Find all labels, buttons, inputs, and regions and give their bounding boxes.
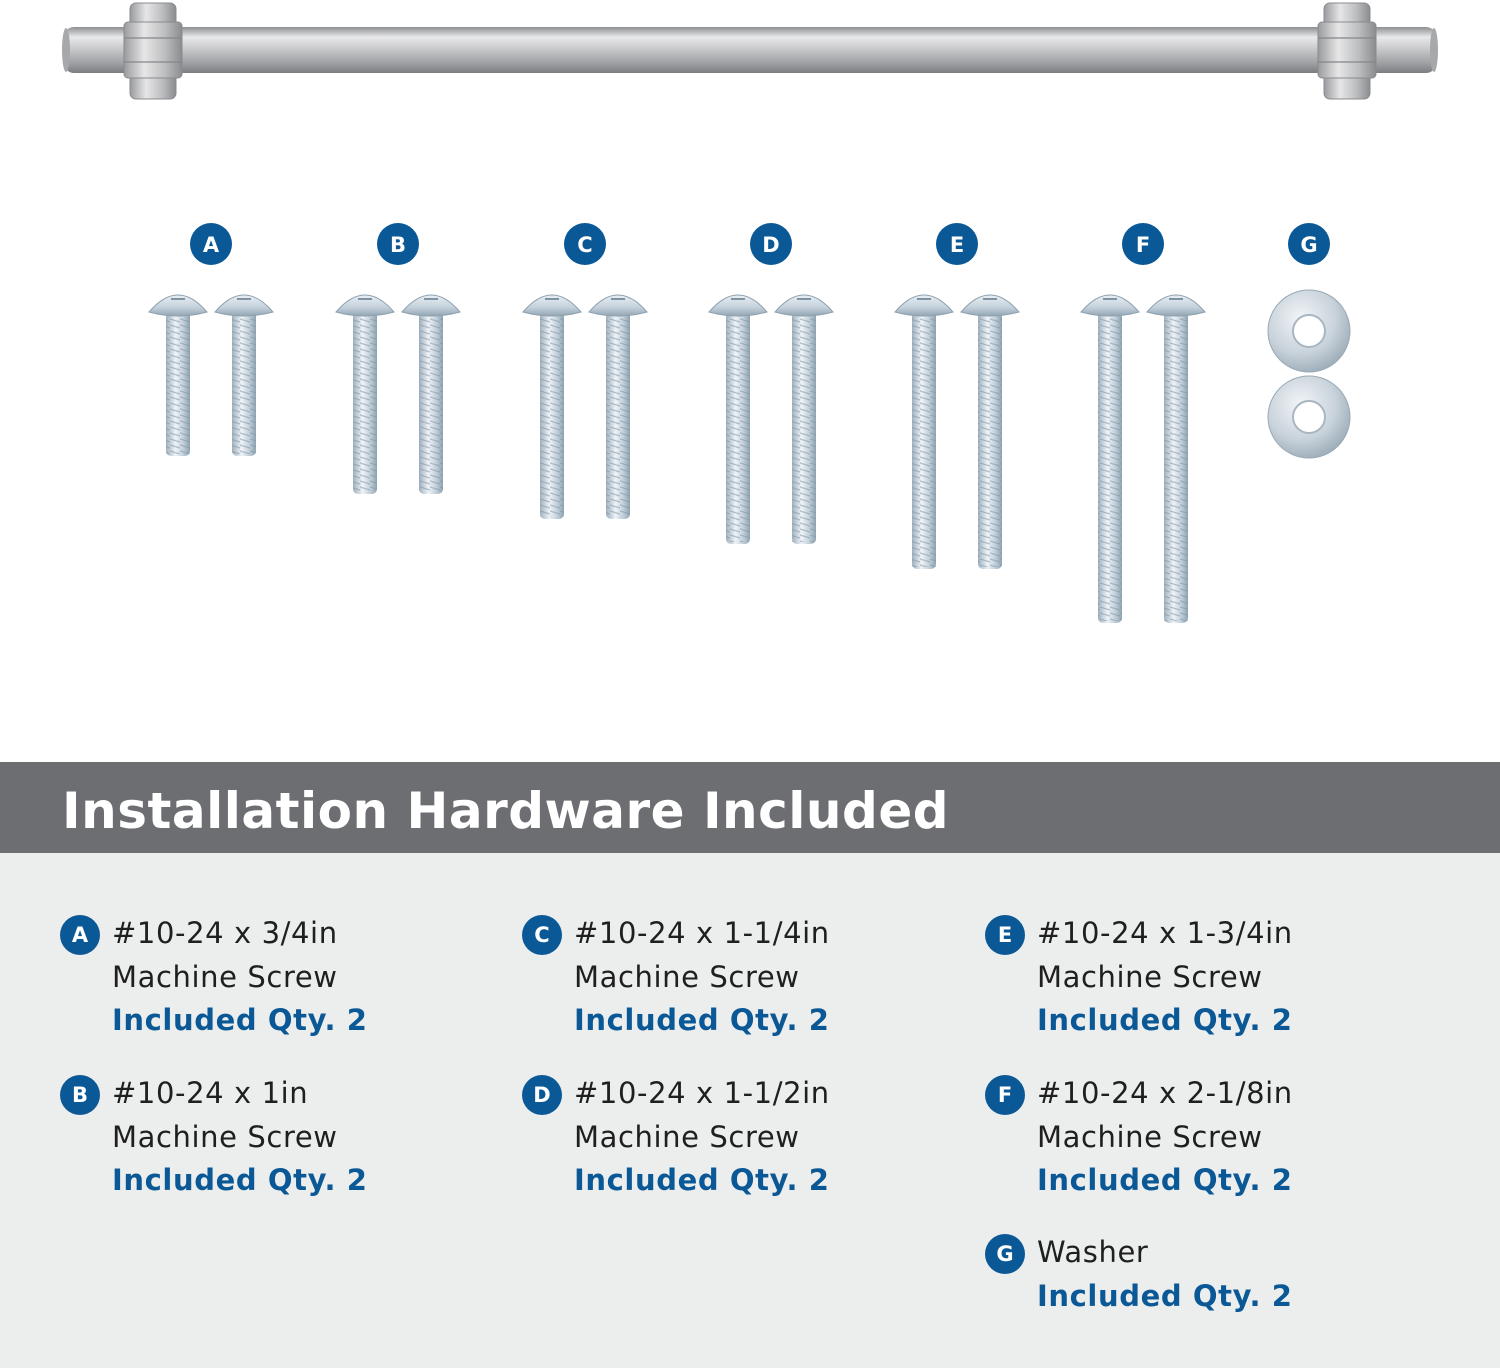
svg-text:G: G — [1300, 233, 1318, 257]
svg-text:A: A — [202, 233, 220, 257]
item-size: #10-24 x 1in — [112, 1076, 309, 1110]
screw-a-2 — [215, 295, 273, 456]
svg-text:D: D — [762, 233, 780, 257]
badge-d: D — [522, 1075, 562, 1115]
item-qty: Included Qty. 2 — [1037, 1003, 1293, 1037]
item-size: #10-24 x 3/4in — [112, 916, 338, 950]
badge-b: B — [60, 1075, 100, 1115]
badge-c: C — [522, 915, 562, 955]
item-qty: Included Qty. 2 — [1037, 1163, 1293, 1197]
svg-text:C: C — [577, 233, 593, 257]
screw-b-2 — [402, 295, 460, 494]
label-c-badge — [564, 223, 606, 265]
label-g-badge — [1288, 223, 1330, 265]
badge-g: G — [985, 1234, 1025, 1274]
screw-e-2 — [961, 295, 1019, 569]
svg-text:B: B — [389, 233, 407, 257]
label-f-badge — [1122, 223, 1164, 265]
section-title: Installation Hardware Included — [62, 782, 950, 840]
item-type: Machine Screw — [574, 1119, 800, 1154]
pull-post-right — [1318, 3, 1376, 99]
screw-f-2 — [1147, 295, 1205, 623]
svg-text:E: E — [949, 233, 965, 257]
screw-d-2 — [775, 295, 833, 544]
screw-e-1 — [895, 295, 953, 569]
screw-c-2 — [589, 295, 647, 519]
item-qty: Included Qty. 2 — [112, 1003, 368, 1037]
washer-1 — [1268, 290, 1350, 372]
label-a-badge — [190, 223, 232, 265]
item-type: Machine Screw — [574, 959, 800, 994]
badge-a: A — [60, 915, 100, 955]
screw-d-1 — [709, 295, 767, 544]
item-size: #10-24 x 1-1/4in — [574, 916, 830, 950]
item-qty: Included Qty. 2 — [112, 1163, 368, 1197]
label-d-badge — [750, 223, 792, 265]
item-qty: Included Qty. 2 — [574, 1003, 830, 1037]
screw-b-1 — [336, 295, 394, 494]
screw-a-1 — [149, 295, 207, 456]
item-type: Washer — [1037, 1235, 1149, 1269]
screw-f-1 — [1081, 295, 1139, 623]
item-type: Machine Screw — [112, 959, 338, 994]
item-type: Machine Screw — [112, 1119, 338, 1154]
washer-2 — [1268, 376, 1350, 458]
cabinet-bar-pull — [62, 3, 1438, 99]
pull-post-left — [124, 3, 182, 99]
item-qty: Included Qty. 2 — [574, 1163, 830, 1197]
badge-e: E — [985, 915, 1025, 955]
badge-f: F — [985, 1075, 1025, 1115]
svg-text:F: F — [1135, 233, 1151, 257]
item-size: #10-24 x 1-1/2in — [574, 1076, 830, 1110]
screw-c-1 — [523, 295, 581, 519]
label-b-badge — [377, 223, 419, 265]
item-size: #10-24 x 1-3/4in — [1037, 916, 1293, 950]
item-type: Machine Screw — [1037, 1119, 1263, 1154]
label-e-badge — [936, 223, 978, 265]
item-size: #10-24 x 2-1/8in — [1037, 1076, 1293, 1110]
item-type: Machine Screw — [1037, 959, 1263, 994]
item-qty: Included Qty. 2 — [1037, 1278, 1293, 1313]
